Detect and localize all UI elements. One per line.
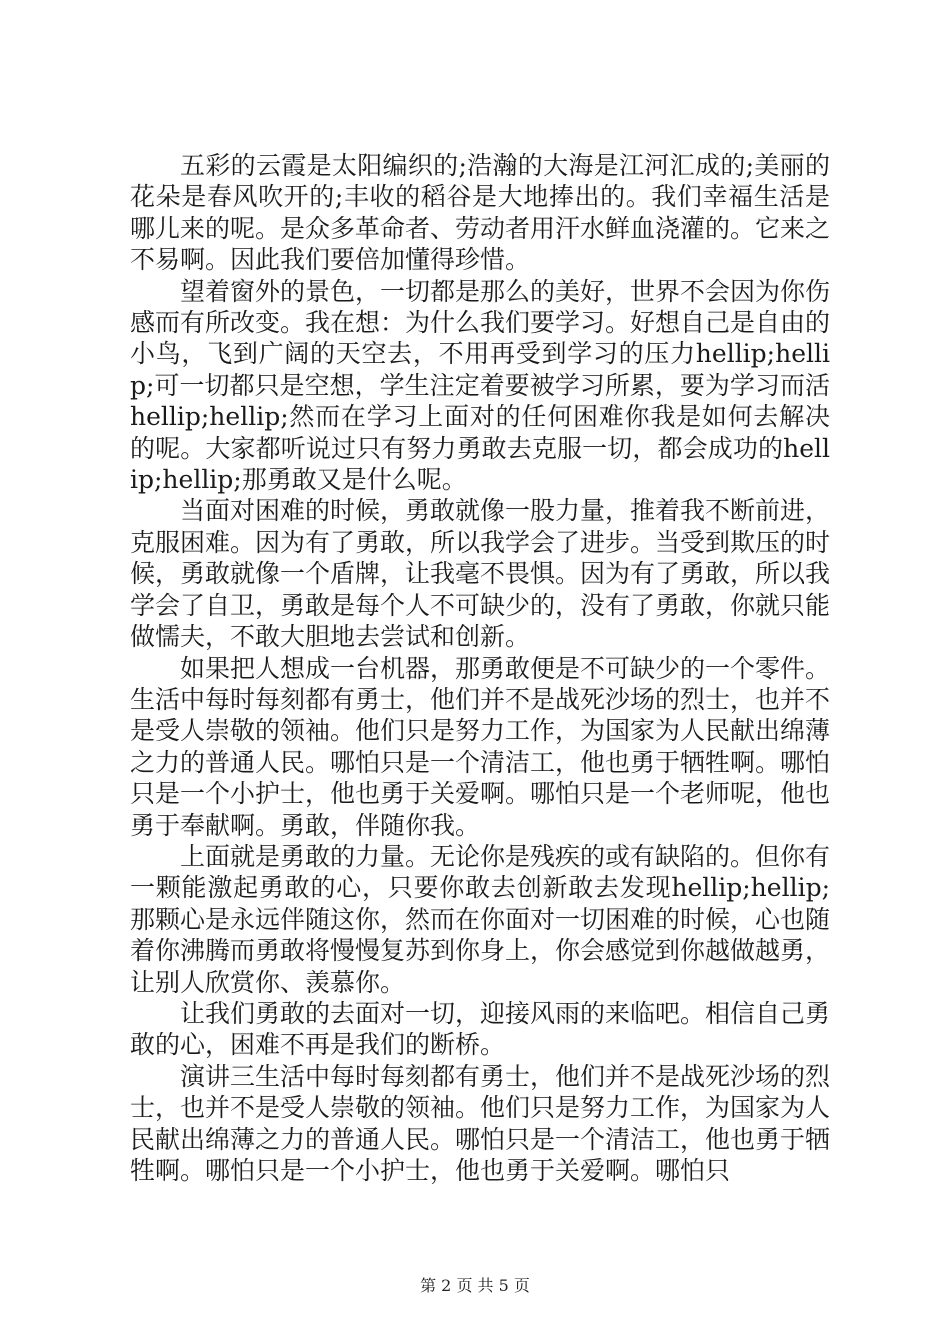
paragraph: 让我们勇敢的去面对一切，迎接风雨的来临吧。相信自己勇敢的心，困难不再是我们的断桥。	[130, 998, 831, 1060]
paragraph: 如果把人想成一台机器，那勇敢便是不可缺少的一个零件。生活中每时每刻都有勇士，他们并不是战死沙场的烈士，也并不是受人崇敬的领袖。他们只是努力工作，为国家为人民献出绵薄之力的普通人民。哪怕只是一个清洁工，他也勇于牺牲啊。哪怕只是一个小护士，他也勇于关爱啊。哪怕只是一个老师呢，他也勇于奉献啊。勇敢，伴随你我。	[130, 653, 831, 840]
paragraph: 当面对困难的时候，勇敢就像一股力量，推着我不断前进，克服困难。因为有了勇敢，所以我学会了进步。当受到欺压的时候，勇敢就像一个盾牌，让我毫不畏惧。因为有了勇敢，所以我学会了自卫，勇敢是每个人不可缺少的，没有了勇敢，你就只能做懦夫，不敢大胆地去尝试和创新。	[130, 496, 831, 652]
paragraph: 五彩的云霞是太阳编织的;浩瀚的大海是江河汇成的;美丽的花朵是春风吹开的;丰收的稻谷是大地捧出的。我们幸福生活是哪儿来的呢。是众多革命者、劳动者用汗水鲜血浇灌的。它来之不易啊。因此我们要倍加懂得珍惜。	[130, 151, 831, 275]
paragraph: 望着窗外的景色，一切都是那么的美好，世界不会因为你伤感而有所改变。我在想：为什么我们要学习。好想自己是自由的小鸟，飞到广阔的天空去，不用再受到学习的压力hellip;hellip;可一切都只是空想，学生注定着要被学习所累，要为学习而活hellip;hellip;然而在学习上面对的任何困难你我是如何去解决的呢。大家都听说过只有努力勇敢去克服一切，都会成功的hellip;hellip;那勇敢又是什么呢。	[130, 276, 831, 495]
paragraph: 演讲三生活中每时每刻都有勇士，他们并不是战死沙场的烈士，也并不是受人崇敬的领袖。他们只是努力工作，为国家为人民献出绵薄之力的普通人民。哪怕只是一个清洁工，他也勇于牺牲啊。哪怕只是一个小护士，他也勇于关爱啊。哪怕只	[130, 1061, 831, 1185]
page-number-footer: 第 2 页 共 5 页	[420, 1276, 530, 1295]
paragraph: 上面就是勇敢的力量。无论你是残疾的或有缺陷的。但你有一颗能激起勇敢的心，只要你敢去创新敢去发现hellip;hellip;那颗心是永远伴随这你，然而在你面对一切困难的时候，心也随着你沸腾而勇敢将慢慢复苏到你身上，你会感觉到你越做越勇，让别人欣赏你、羡慕你。	[130, 841, 831, 997]
document-body	[130, 150, 830, 1186]
